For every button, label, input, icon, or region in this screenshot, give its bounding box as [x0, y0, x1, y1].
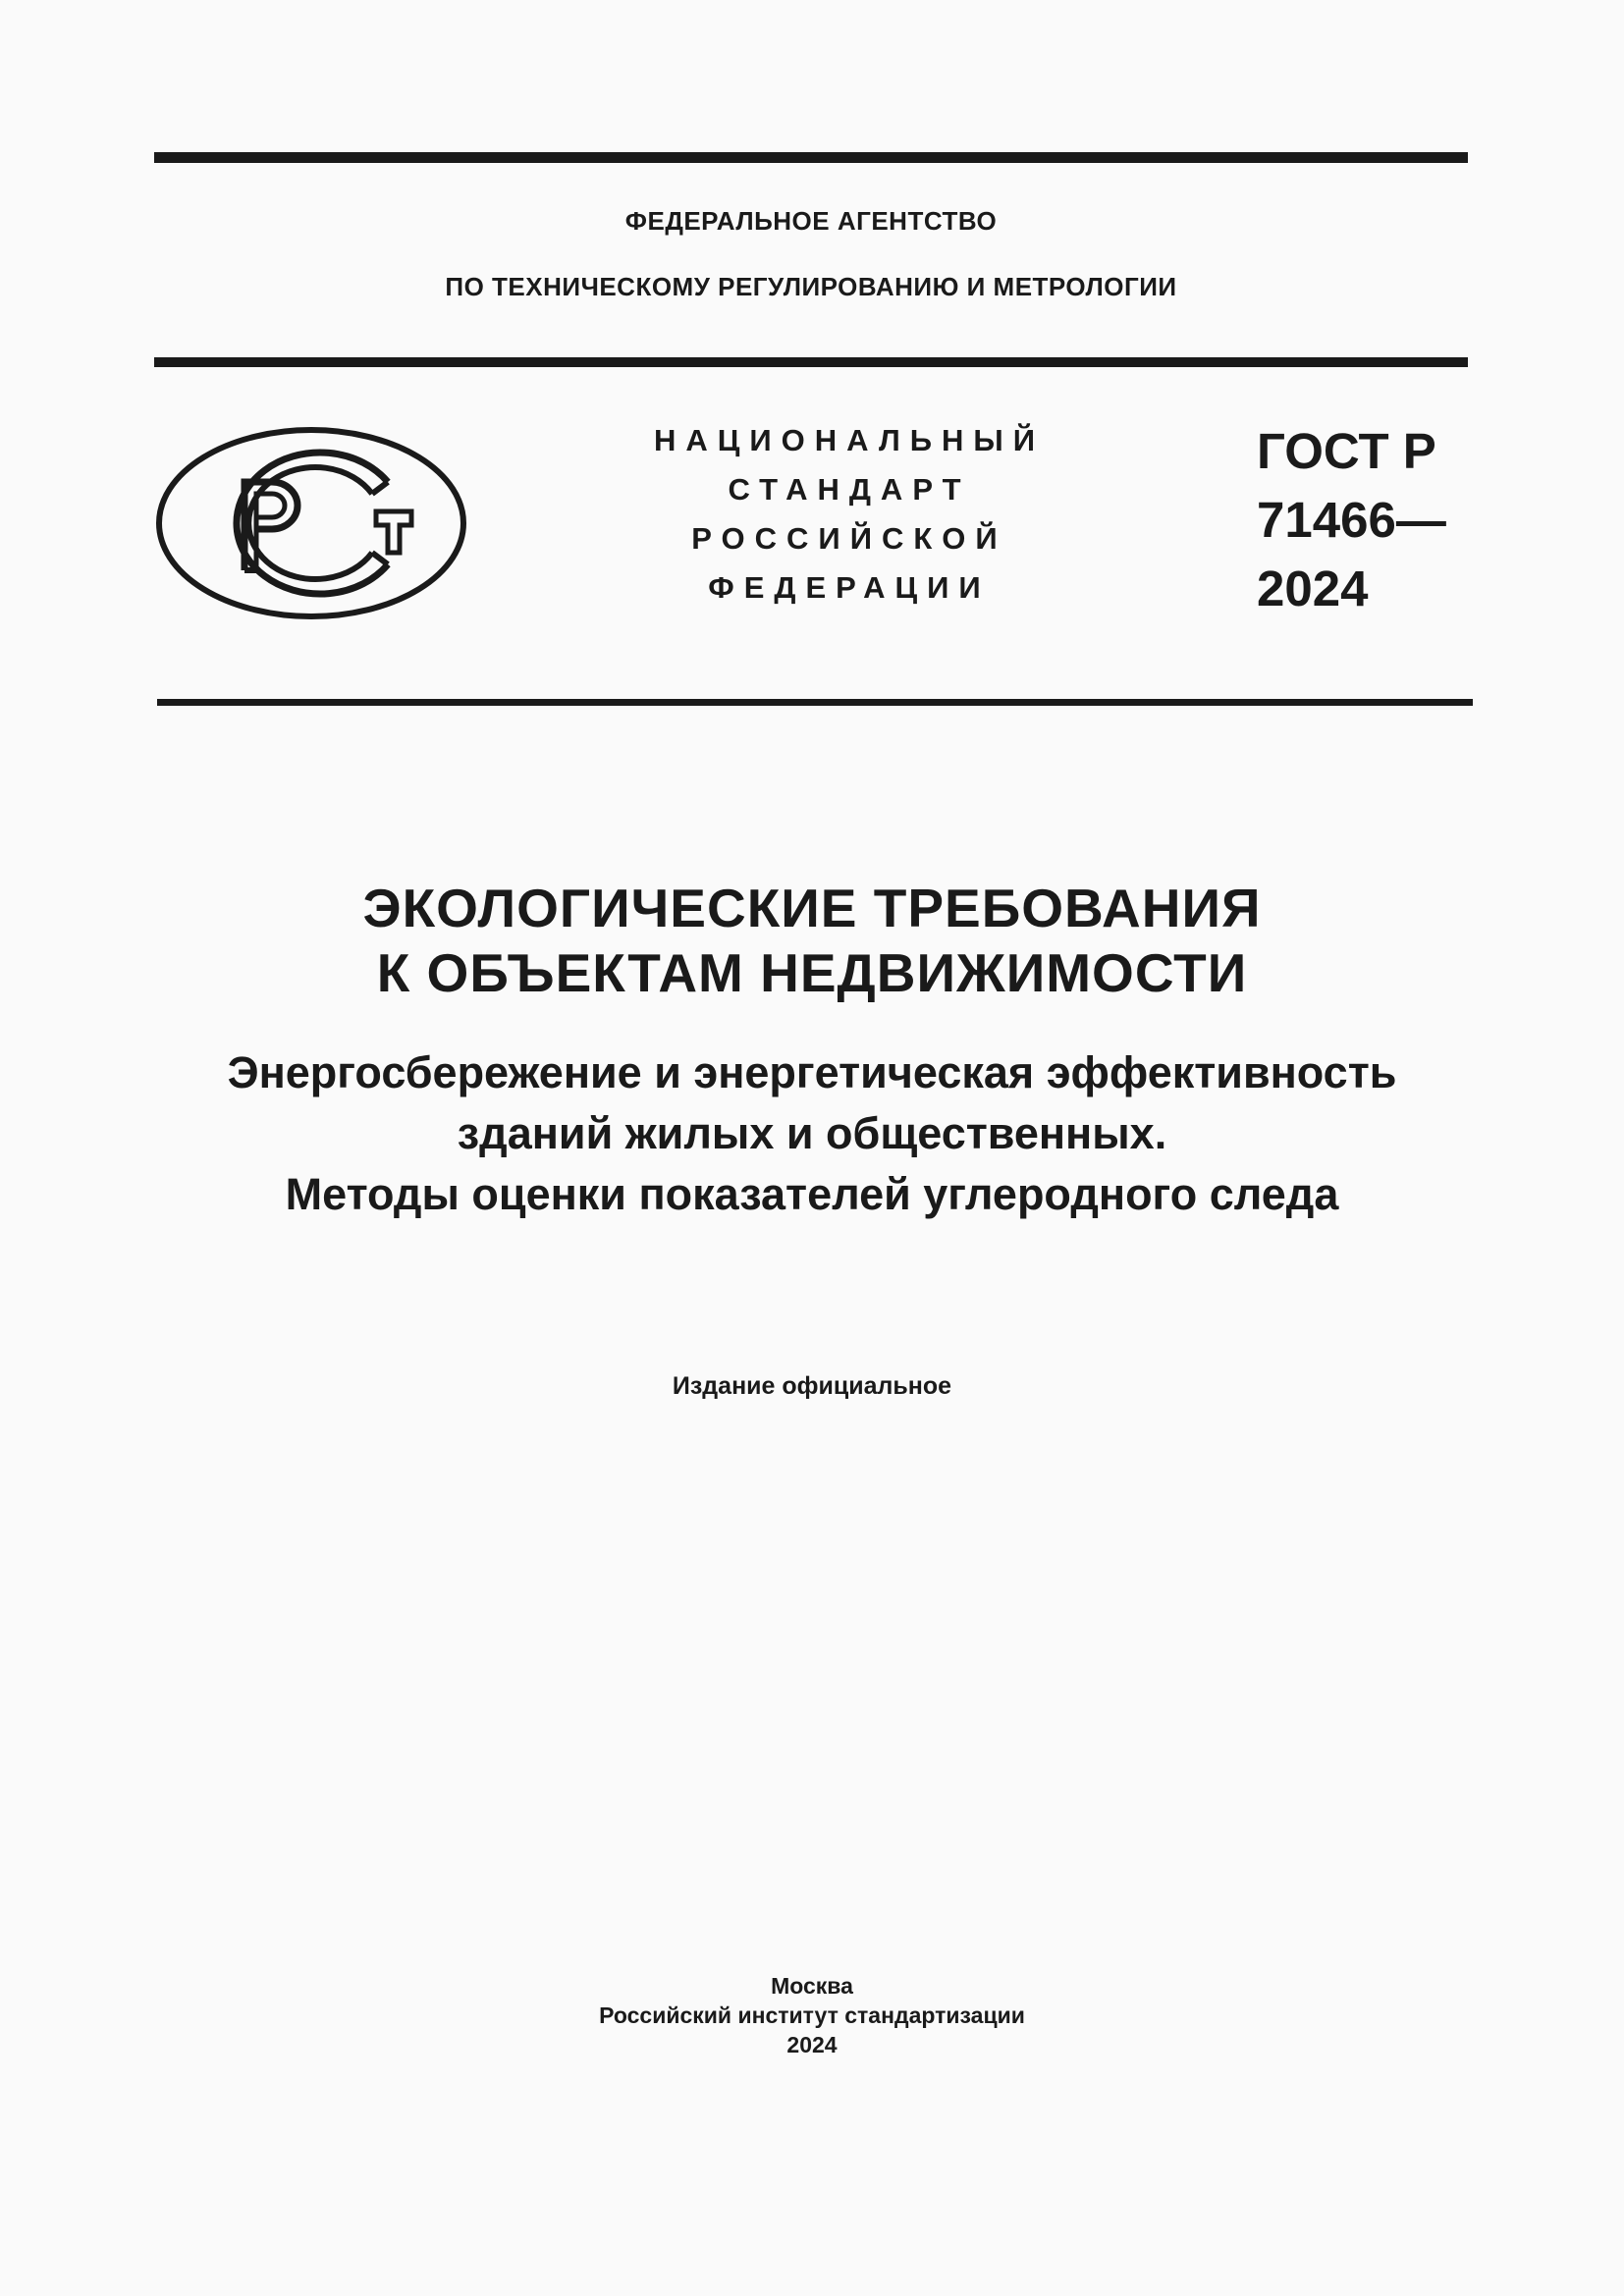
top-divider [154, 152, 1468, 163]
title-line1: ЭКОЛОГИЧЕСКИЕ ТРЕБОВАНИЯ [362, 878, 1262, 938]
subtitle-line3: Методы оценки показателей углеродного следа [285, 1169, 1339, 1219]
national-standard-line: РОССИЙСКОЙ [691, 521, 1007, 556]
national-standard-line: НАЦИОНАЛЬНЫЙ [653, 423, 1046, 457]
agency-name-line2: ПО ТЕХНИЧЕСКОМУ РЕГУЛИРОВАНИЮ И МЕТРОЛОГИИ [445, 272, 1177, 301]
footer-year: 2024 [786, 2032, 838, 2057]
document-subtitle [0, 1042, 1624, 1225]
national-standard-label [599, 416, 1100, 613]
title-line2: К ОБЪЕКТАМ НЕДВИЖИМОСТИ [376, 942, 1248, 1003]
edition-label: Издание официальное [672, 1372, 952, 1400]
subtitle-line2: зданий жилых и общественных. [457, 1108, 1167, 1158]
title-divider [157, 699, 1473, 706]
subtitle-line1: Энергосбережение и энергетическая эффективность [227, 1047, 1397, 1097]
designation-line3: 2024 [1257, 561, 1369, 616]
designation-line1: ГОСТ Р [1257, 423, 1436, 479]
national-standard-line: ФЕДЕРАЦИИ [708, 570, 991, 605]
agency-name-line1: ФЕДЕРАЛЬНОЕ АГЕНТСТВО [624, 206, 998, 236]
national-standard-line: СТАНДАРТ [728, 472, 971, 507]
rst-logo-icon [154, 425, 468, 621]
document-title [0, 876, 1624, 1005]
designation-line2: 71466— [1257, 492, 1446, 548]
publisher-footer [0, 1971, 1624, 2059]
standard-designation [1257, 417, 1446, 623]
footer-city: Москва [771, 1973, 853, 1999]
footer-publisher: Российский институт стандартизации [599, 2002, 1025, 2028]
header-divider [154, 357, 1468, 367]
